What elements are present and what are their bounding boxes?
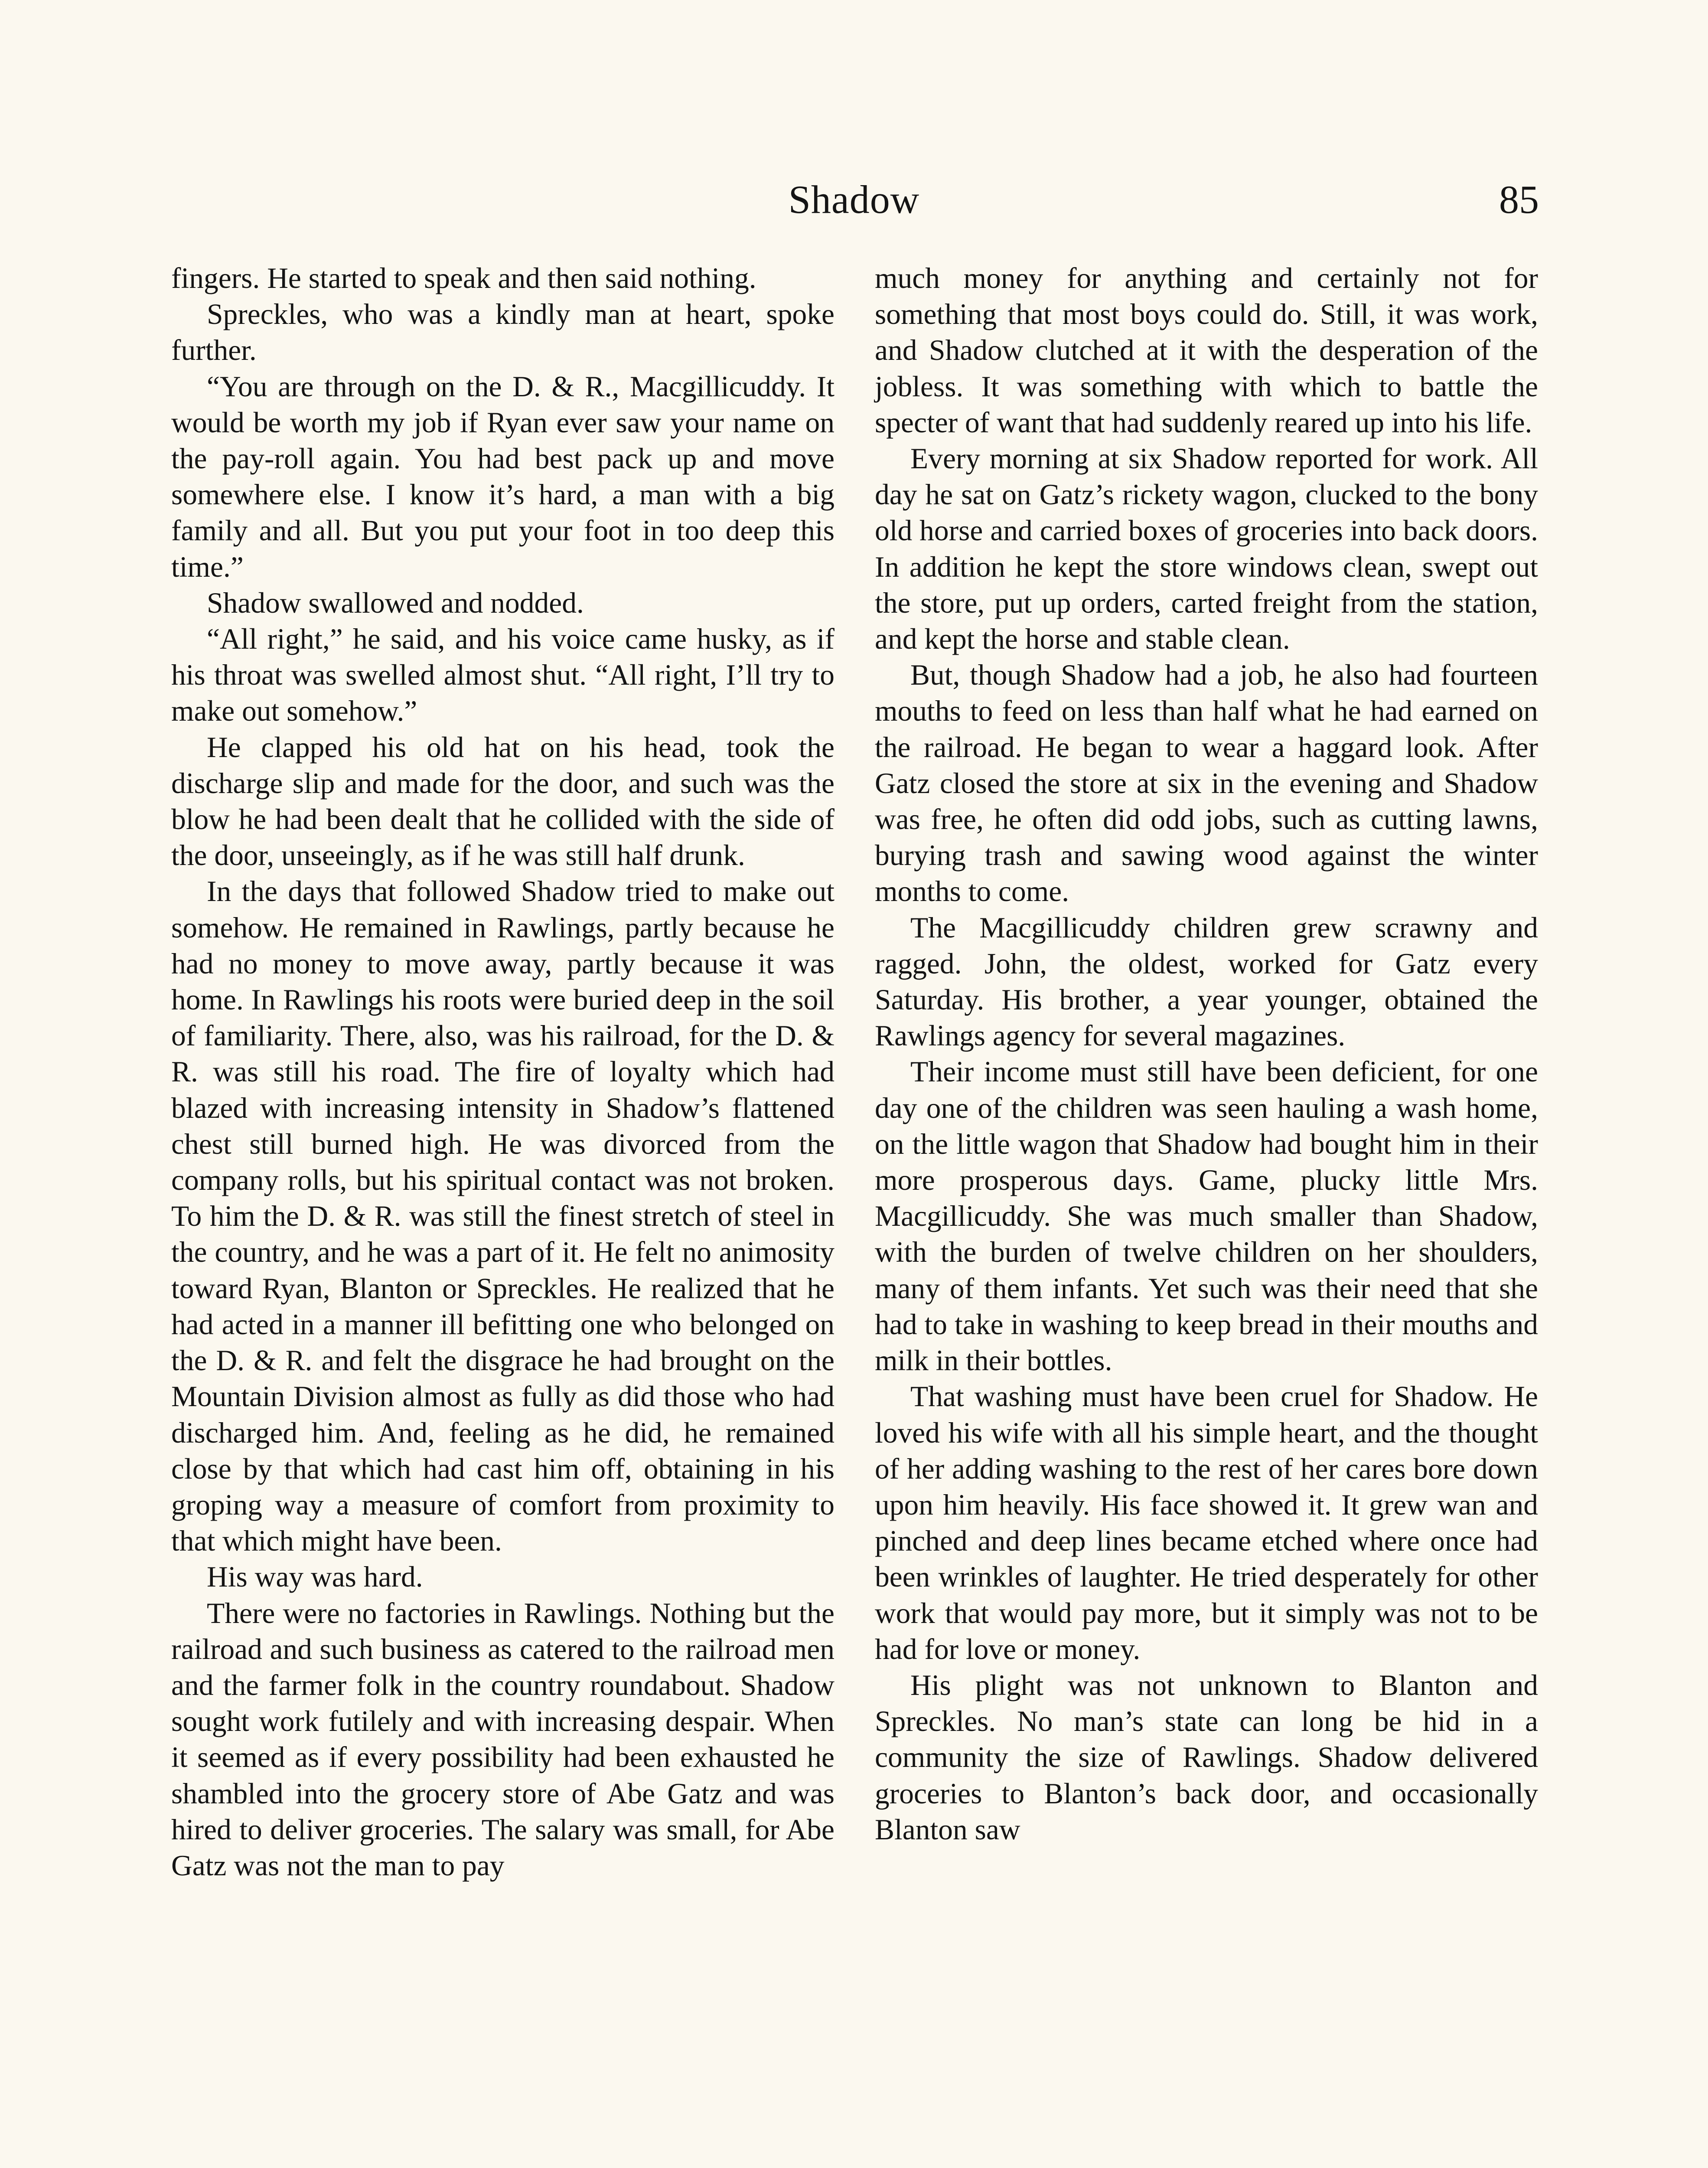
running-head bbox=[0, 173, 1708, 225]
right-column bbox=[875, 260, 1538, 1848]
paragraph: His way was hard. bbox=[207, 1561, 423, 1593]
paragraph: He clapped his old hat on his head, took the discharge slip and made for the door, and such was the blow he had been dealt that he collided with the side of the door, unseeingly, as if he was still half drunk. bbox=[171, 731, 834, 872]
paragraph: But, though Shadow had a job, he also had fourteen mouths to feed on less than half what he had earned on the railroad. He began to wear a haggard look. After Gatz closed the store at six in the evening and Shadow was free, he often did odd jobs, such as cutting lawns, burying trash and sawing wood against the winter months to come. bbox=[875, 659, 1538, 908]
paragraph: much money for anything and certainly not for something that most boys could do. Still, it was work, and Shadow clutched at it with the desperation of the jobless. It was something with which to battle the specter of want that had suddenly reared up into his life. bbox=[875, 262, 1538, 439]
paragraph: His plight was not unknown to Blanton and Spreckles. No man’s state can long be hid in a community the size of Rawlings. Shadow delivered groceries to Blanton’s back door, and occasionally Blanton saw bbox=[875, 1668, 1538, 1846]
paragraph: Their income must still have been deficient, for one day one of the children was seen hauling a wash home, on the little wagon that Shadow had bought him in their more prosperous days. Game, plucky little Mrs. Macgillicuddy. She was much smaller than Shadow, with the burden of twelve children on her shoulders, many of them infants. Yet such was their need that she had to take in washing to keep bread in their mouths and milk in their bottles. bbox=[875, 1055, 1538, 1377]
paragraph: There were no factories in Rawlings. Nothing but the railroad and such business as catered to the railroad men and the farmer folk in the country roundabout. Shadow sought work futilely and with increasing despair. When it seemed as if every possibility had been exhausted he shambled into the grocery store of Abe Gatz and was hired to deliver groceries. The salary was small, for Abe Gatz was not the man to pay bbox=[171, 1597, 834, 1882]
paragraph: “You are through on the D. & R., Macgillicuddy. It would be worth my job if Ryan ever saw your name on the pay-roll again. You had best pack up and move somewhere else. I know it’s hard, a man with a big family and all. But you put your foot in too deep this time.” bbox=[171, 370, 834, 583]
paragraph: Spreckles, who was a kindly man at heart, spoke further. bbox=[171, 298, 834, 367]
paragraph: “All right,” he said, and his voice came husky, as if his throat was swelled almost shut. “All right, I’ll try to make out somehow.” bbox=[171, 623, 834, 728]
left-column bbox=[171, 260, 834, 1884]
page-title: Shadow bbox=[788, 177, 920, 222]
paragraph: In the days that followed Shadow tried to make out somehow. He remained in Rawlings, partly because he had no money to move away, partly because it was home. In Rawlings his roots were buried deep in the soil of familiarity. There, also, was his railroad, for the D. & R. was still his road. The fire of loyalty which had blazed with increasing intensity in Shadow’s flattened chest still burned high. He was divorced from the company rolls, but his spiritual contact was not broken. To him the D. & R. was still the finest stretch of steel in the country, and he was a part of it. He felt no animosity toward Ryan, Blanton or Spreckles. He realized that he had acted in a manner ill befitting one who belonged on the D. & R. and felt the disgrace he had brought on the Mountain Division almost as fully as did those who had discharged him. And, feeling as he did, he remained close by that which had cast him off, obtaining in his groping way a measure of comfort from proximity to that which might have been. bbox=[171, 875, 834, 1557]
page-number: 85 bbox=[1499, 177, 1539, 222]
paragraph: That washing must have been cruel for Shadow. He loved his wife with all his simple heart, and the thought of her adding washing to the rest of her cares bore down upon him heavily. His face showed it. It grew wan and pinched and deep lines became etched where once had been wrinkles of laughter. He tried desperately for other work that would pay more, but it simply was not to be had for love or money. bbox=[875, 1380, 1538, 1665]
paragraph: The Macgillicuddy children grew scrawny and ragged. John, the oldest, worked for Gatz every Saturday. His brother, a year younger, obtained the Rawlings agency for several magazines. bbox=[875, 911, 1538, 1052]
paragraph: fingers. He started to speak and then said nothing. bbox=[171, 262, 756, 294]
paragraph: Every morning at six Shadow reported for work. All day he sat on Gatz’s rickety wagon, clucked to the bony old horse and carried boxes of groceries into back doors. In addition he kept the store windows clean, swept out the store, put up orders, carted freight from the station, and kept the horse and stable clean. bbox=[875, 442, 1538, 656]
paragraph: Shadow swallowed and nodded. bbox=[207, 586, 584, 619]
